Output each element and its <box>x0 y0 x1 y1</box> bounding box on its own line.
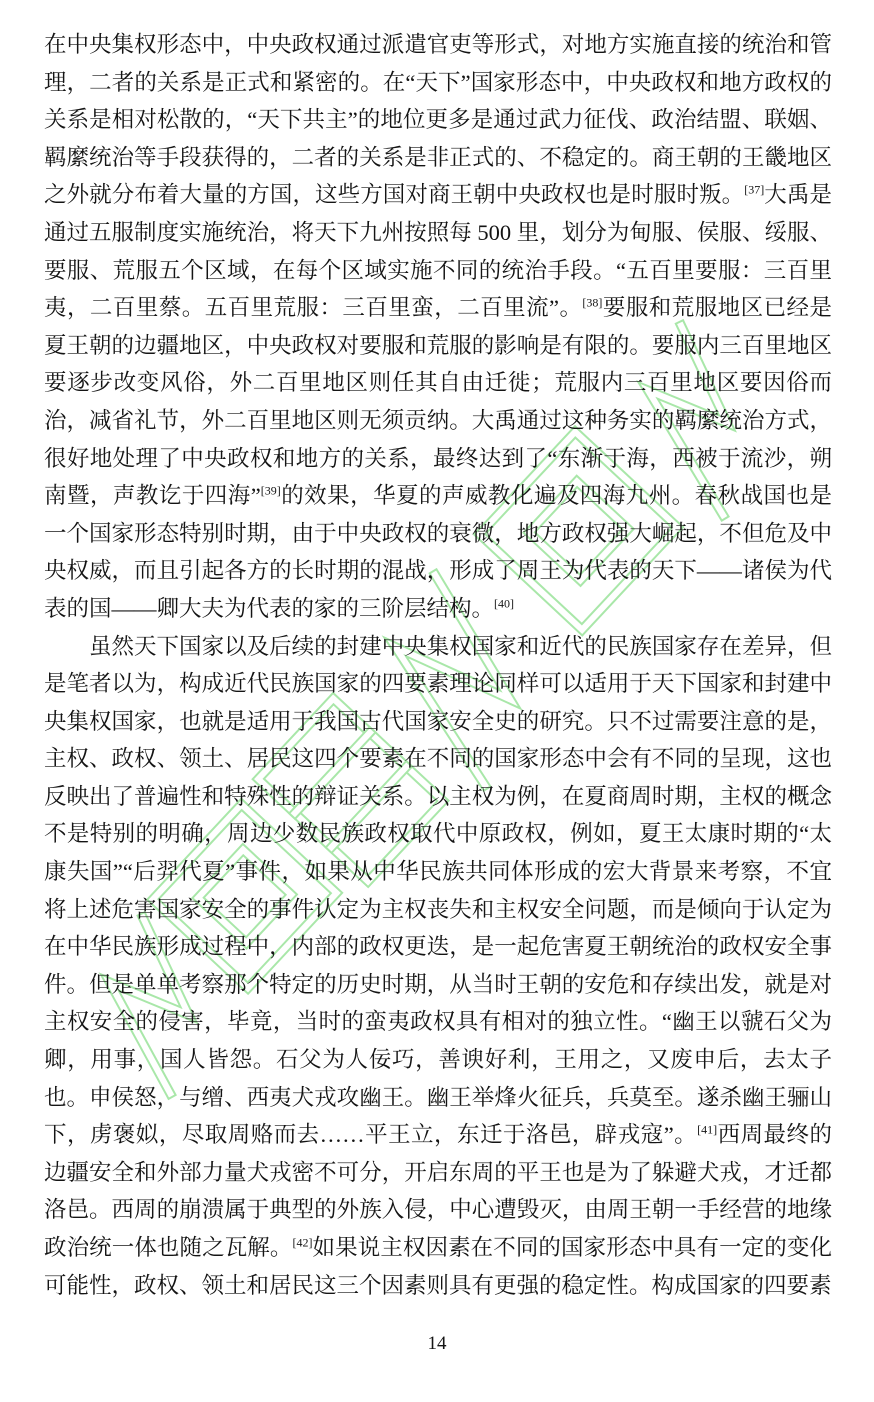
footnote-marker: [39] <box>260 483 281 498</box>
paragraph: 在中央集权形态中，中央政权通过派遣官吏等形式，对地方实施直接的统治和管理，二者的关系是正式和紧密的。在“天下”国家形态中，中央政权和地方政权的关系是相对松散的，“天下共主”的地位更多是通过武力征伐、政治结盟、联姻、羁縻统治等手段获得的，二者的关系是非正式的、不稳定的。商王朝的王畿地区之外就分布着大量的方国，这些方国对商王朝中央政权也是时服时叛。[37]大禹是通过五服制度实施统治，将天下九州按照每 500 里，划分为甸服、侯服、绥服、要服、荒服五个区域，在每个区域实施不同的统治手段。“五百里要服：三百里夷，二百里蔡。五百里荒服：三百里蛮，二百里流”。[38]要服和荒服地区已经是夏王朝的边疆地区，中央政权对要服和荒服的影响是有限的。要服内三百里地区要逐步改变风俗，外二百里地区则任其自由迁徙；荒服内三百里地区要因俗而治，减省礼节，外二百里地区则无须贡纳。大禹通过这种务实的羁縻统治方式，很好地处理了中央政权和地方的关系，最终达到了“东渐于海，西被于流沙，朔南暨，声教讫于四海”[39]的效果，华夏的声威教化遍及四海九州。春秋战国也是一个国家形态特别时期，由于中央政权的衰微，地方政权强大崛起，不但危及中央权威，而且引起各方的长时期的混战，形成了周王为代表的天下——诸侯为代表的国——卿大夫为代表的家的三阶层结构。[40] <box>44 32 832 621</box>
footnote-marker: [42] <box>292 1235 313 1250</box>
footnote-marker: [38] <box>582 295 603 310</box>
footnote-marker: [37] <box>744 182 765 197</box>
footnote-marker: [41] <box>697 1122 718 1137</box>
paragraph: 虽然天下国家以及后续的封建中央集权国家和近代的民族国家存在差异，但是笔者以为，构成近代民族国家的四要素理论同样可以适用于天下国家和封建中央集权国家，也就是适用于我国古代国家安全史的研究。只不过需要注意的是，主权、政权、领土、居民这四个要素在不同的国家形态中会有不同的呈现，这也反映出了普遍性和特殊性的辩证关系。以主权为例，在夏商周时期，主权的概念不是特别的明确，周边少数民族政权取代中原政权，例如，夏王太康时期的“太康失国”“后羿代夏”事件，如果从中华民族共同体形成的宏大背景来考察，不宜将上述危害国家安全的事件认定为主权丧失和主权安全问题，而是倾向于认定为在中华民族形成过程中，内部的政权更迭，是一起危害夏王朝统治的政权安全事件。但是单单考察那个特定的历史时期，从当时王朝的安危和存续出发，就是对主权安全的侵害，毕竟，当时的蛮夷政权具有相对的独立性。“幽王以虢石父为卿，用事，国人皆怨。石父为人佞巧，善谀好利，王用之，又废申后，去太子也。申侯怒，与缯、西夷犬戎攻幽王。幽王举烽火征兵，兵莫至。遂杀幽王骊山下，虏褒姒，尽取周赂而去……平王立，东迁于洛邑，辟戎寇”。[41]西周最终的边疆安全和外部力量犬戎密不可分，开启东周的平王也是为了躲避犬戎，才迁都洛邑。西周的崩溃属于典型的外族入侵，中心遭毁灭，由周王朝一手经营的地缘政治统一体也随之瓦解。[42]如果说主权因素在不同的国家形态中具有一定的变化可能性，政权、领土和居民这三个因素则具有更强的稳定性。构成国家的四要素 <box>44 633 832 1298</box>
footnote-marker: [40] <box>494 596 515 611</box>
page-number: 14 <box>427 1333 447 1354</box>
body-text <box>44 26 832 1304</box>
